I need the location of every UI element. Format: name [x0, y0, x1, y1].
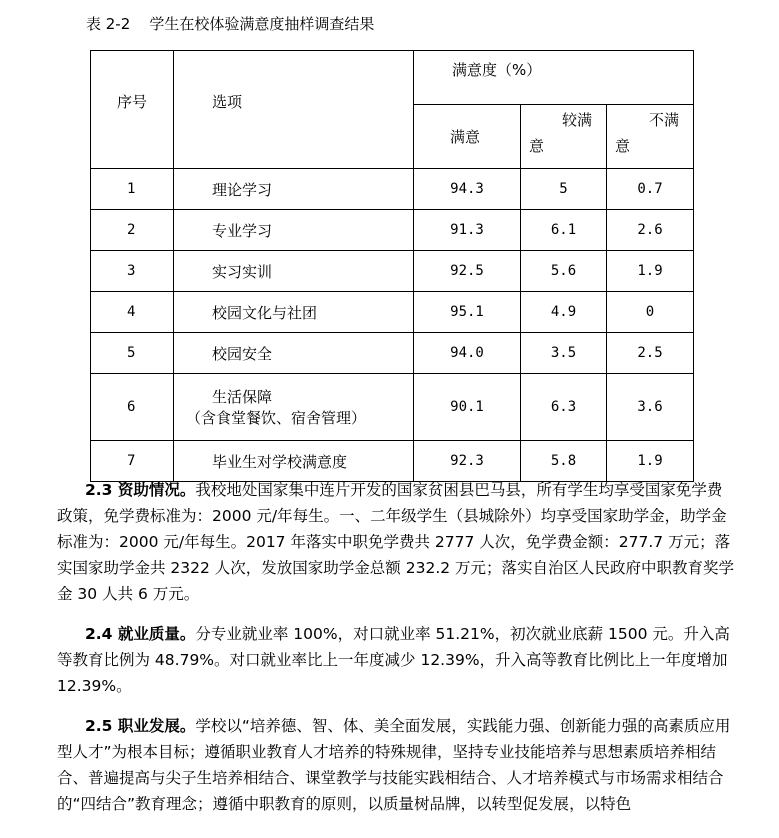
row-fairly-satisfied: 5.6 — [521, 251, 607, 292]
row-fairly-satisfied: 6.3 — [521, 374, 607, 441]
section-employment — [57, 621, 737, 699]
section-career-text: 学校以“培养德、智、体、美全面发展，实践能力强、创新能力强的高素质应用型人才”为根本目标；遵循职业教育人才培养的特殊规律，坚持专业技能培养与思想素质培养相结合、普遍提高与尖子生培养相结合、课堂教学与技能实践相结合、人才培养模式与市场需求相结合的“四结合”教育理念；遵循中职教育的原则，以质量树品牌，以转型促发展，以特色 — [57, 717, 731, 813]
row-index: 2 — [91, 210, 174, 251]
table-caption: 表 2-2 学生在校体验满意度抽样调查结果 — [86, 15, 375, 33]
satisfaction-table — [90, 50, 694, 482]
row-option: 毕业生对学校满意度 — [174, 441, 414, 482]
row-fairly-satisfied: 6.1 — [521, 210, 607, 251]
row-index: 4 — [91, 292, 174, 333]
header-unsatisfied-line1: 不满 — [649, 111, 680, 129]
row-option: 校园安全 — [174, 333, 414, 374]
row-unsatisfied: 2.5 — [607, 333, 694, 374]
row-satisfied: 92.3 — [414, 441, 521, 482]
section-funding-text: 我校地处国家集中连片开发的国家贫困县巴马县，所有学生均享受国家免学费政策，免学费标准为：2000 元/年每生。一、二年级学生（县城除外）均享受国家助学金，助学金标准为：2000 元/年每生。2017 年落实中职免学费共 2777 人次，免学费金额：277.7 万元；落实国家助学金共 2322 人次，发放国家助学金总额 232.2 万元；落实自治区人民政府中职教育奖学金 30 人共 6 万元。 — [57, 481, 735, 603]
table-row — [91, 441, 694, 482]
row-index: 6 — [91, 374, 174, 441]
row-satisfied: 95.1 — [414, 292, 521, 333]
row-fairly-satisfied: 4.9 — [521, 292, 607, 333]
row-unsatisfied: 0.7 — [607, 169, 694, 210]
row-satisfied: 91.3 — [414, 210, 521, 251]
header-unsatisfied-line2: 意 — [615, 137, 631, 155]
section-employment-heading: 2.4 就业质量。 — [85, 625, 196, 643]
row-satisfied: 94.0 — [414, 333, 521, 374]
row-option: 理论学习 — [174, 169, 414, 210]
header-satisfaction-percent: 满意度（%） — [414, 51, 694, 105]
table-row — [91, 333, 694, 374]
row-option-line2: （含食堂餐饮、宿舍管理） — [186, 409, 367, 427]
row-option: 校园文化与社团 — [174, 292, 414, 333]
header-fairly-satisfied-line2: 意 — [529, 137, 545, 155]
section-career-heading: 2.5 职业发展。 — [85, 717, 196, 735]
row-index: 7 — [91, 441, 174, 482]
header-satisfied: 满意 — [414, 105, 521, 169]
section-funding — [57, 477, 737, 607]
row-unsatisfied: 2.6 — [607, 210, 694, 251]
table-row — [91, 169, 694, 210]
row-option: 实习实训 — [174, 251, 414, 292]
row-unsatisfied: 3.6 — [607, 374, 694, 441]
row-fairly-satisfied: 5 — [521, 169, 607, 210]
row-unsatisfied: 1.9 — [607, 441, 694, 482]
table-row — [91, 251, 694, 292]
row-fairly-satisfied: 5.8 — [521, 441, 607, 482]
row-index: 1 — [91, 169, 174, 210]
table-row — [91, 374, 694, 441]
row-index: 5 — [91, 333, 174, 374]
row-satisfied: 90.1 — [414, 374, 521, 441]
row-unsatisfied: 0 — [607, 292, 694, 333]
row-satisfied: 94.3 — [414, 169, 521, 210]
row-option — [174, 374, 414, 441]
section-employment-text: 分专业就业率 100%，对口就业率 51.21%，初次就业底薪 1500 元。升入高等教育比例为 48.79%。对口就业率比上一年度减少 12.39%，升入高等教育比例比上一年度增加 12.39%。 — [57, 625, 730, 695]
header-option: 选项 — [174, 51, 414, 169]
row-unsatisfied: 1.9 — [607, 251, 694, 292]
row-option-line1: 生活保障 — [212, 388, 273, 406]
header-fairly-satisfied — [521, 105, 607, 169]
row-satisfied: 92.5 — [414, 251, 521, 292]
header-index: 序号 — [91, 51, 174, 169]
table-row — [91, 292, 694, 333]
section-funding-heading: 2.3 资助情况。 — [85, 481, 196, 499]
header-fairly-satisfied-line1: 较满 — [561, 111, 592, 129]
table-row — [91, 210, 694, 251]
row-fairly-satisfied: 3.5 — [521, 333, 607, 374]
row-option: 专业学习 — [174, 210, 414, 251]
section-career — [57, 713, 737, 817]
row-index: 3 — [91, 251, 174, 292]
header-unsatisfied — [607, 105, 694, 169]
